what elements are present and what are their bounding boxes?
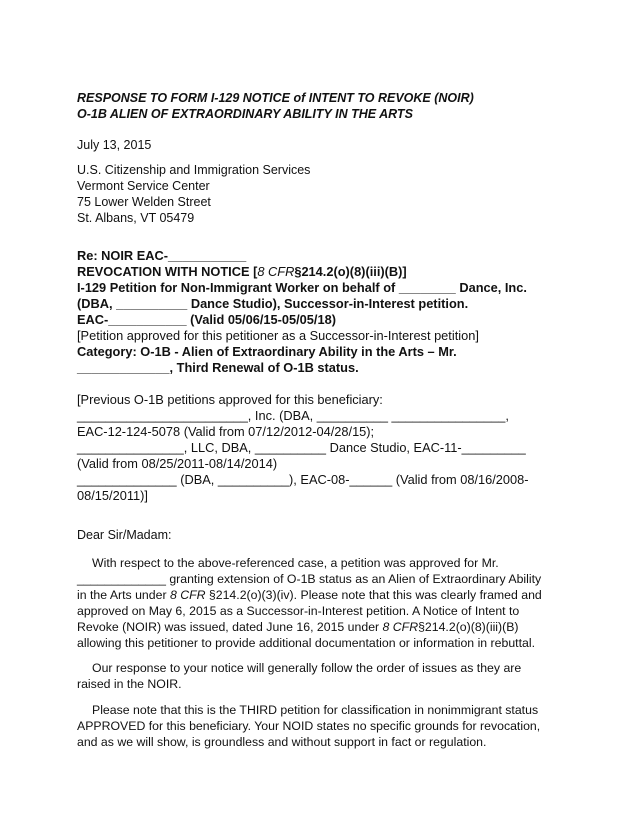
p1-line-5a: Revoke (NOIR) was issued, dated June 16, 2015 under [77,620,383,634]
re-line-2c: §214.2(o)(8)(iii)(B)] [294,264,407,279]
paragraph-2 [77,660,567,692]
paragraph-1 [77,555,567,651]
heading-line-2: O-1B ALIEN OF EXTRAORDINARY ABILITY IN THE ARTS [77,107,413,121]
paragraph-3 [77,702,567,750]
previous-line-5: (Valid from 08/25/2011-08/14/2014) [77,456,278,471]
re-block [77,248,567,376]
address-line-4: St. Albans, VT 05479 [77,211,195,225]
re-line-1: Re: NOIR EAC-___________ [77,248,247,263]
previous-line-3: EAC-12-124-5078 (Valid from 07/12/2012-04/28/15); [77,424,375,439]
salutation-text: Dear Sir/Madam: [77,528,172,542]
letter-date [77,137,567,153]
p1-line-3a: in the Arts under [77,588,170,602]
previous-line-2: ________________________, Inc. (DBA, __________ ________________, [77,408,509,423]
re-line-5: EAC-___________ (Valid 05/06/15-05/05/18) [77,312,336,327]
re-line-7: Category: O-1B - Alien of Extraordinary Ability in the Arts – Mr. [77,344,457,359]
p1-line-1: With respect to the above-referenced case, a petition was approved for Mr. [92,556,499,570]
address-line-2: Vermont Service Center [77,179,210,193]
p1-line-3-cfr: 8 CFR [169,588,206,602]
re-line-8: _____________, Third Renewal of O-1B status. [77,360,359,375]
letter-heading [77,90,567,122]
p1-line-5c: §214.2(o)(8)(iii)(B) [418,620,519,634]
p2-line-1: Our response to your notice will generally follow the order of issues as they are [92,661,522,675]
heading-line-1: RESPONSE TO FORM I-129 NOTICE of INTENT TO REVOKE (NOIR) [77,91,474,105]
p2-line-2: raised in the NOIR. [77,677,182,691]
p1-line-5 [77,619,567,635]
previous-line-1: [Previous O-1B petitions approved for this beneficiary: [77,392,383,407]
p1-line-3c: §214.2(o)(3)(iv). Please note that this was clearly framed and [205,588,542,602]
re-line-2a: REVOCATION WITH NOTICE [ [77,264,258,279]
previous-line-7: 08/15/2011)] [77,488,148,503]
re-line-2-cfr: 8 CFR [257,264,295,279]
previous-line-6: ______________ (DBA, __________), EAC-08-______ (Valid from 08/16/2008- [77,472,529,487]
p1-line-6: allowing this petitioner to provide additional documentation or information in rebuttal. [77,636,535,650]
salutation [77,527,567,543]
date-text: July 13, 2015 [77,138,152,152]
re-line-6: [Petition approved for this petitioner as a Successor-in-Interest petition] [77,328,479,343]
previous-line-4: _______________, LLC, DBA, __________ Dance Studio, EAC-11-_________ [77,440,526,455]
recipient-address [77,162,567,226]
p3-line-2: APPROVED for this beneficiary. Your NOID states no specific grounds for revocation, [77,719,541,733]
re-line-3: I-129 Petition for Non-Immigrant Worker on behalf of ________ Dance, Inc. [77,280,527,295]
address-line-1: U.S. Citizenship and Immigration Services [77,163,311,177]
previous-petitions [77,392,567,504]
re-line-4: (DBA, __________ Dance Studio), Successor-in-Interest petition. [77,296,469,311]
re-line-2 [77,264,567,280]
p1-line-3 [77,587,567,603]
p1-line-5-cfr: 8 CFR [382,620,419,634]
p1-line-2: _____________ granting extension of O-1B status as an Alien of Extraordinary Ability [77,572,542,586]
p3-line-3: and as we will show, is groundless and without support in fact or regulation. [77,735,487,749]
address-line-3: 75 Lower Welden Street [77,195,211,209]
p3-line-1: Please note that this is the THIRD petition for classification in nonimmigrant status [92,703,539,717]
p1-line-4: approved on May 6, 2015 as a Successor-in-Interest petition. A Notice of Intent to [77,604,520,618]
